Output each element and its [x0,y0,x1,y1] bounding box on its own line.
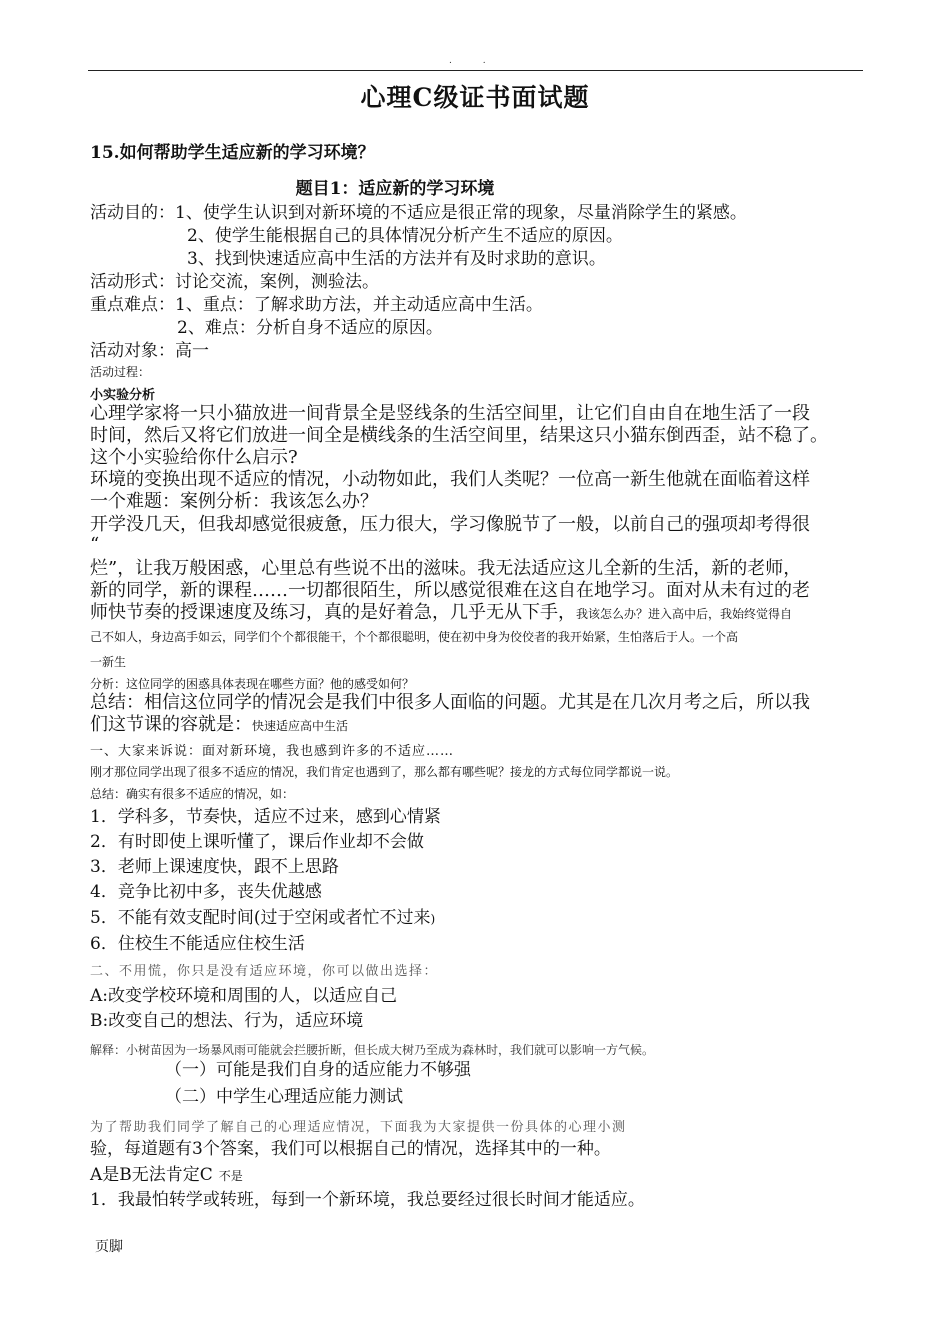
topic-subtitle: 题目1：适应新的学习环境 [295,179,495,199]
page-footer: 页脚 [95,1239,123,1255]
experiment-line-10 [90,598,792,624]
page-title: 心理C级证书面试题 [360,83,590,112]
answer-scale-main: A是B无法肯定C [90,1165,213,1185]
header-dots: . . [449,56,500,66]
experiment-line-8: 烂”，让我万般困惑，心里总有些说不出的滋味。我无法适应这儿全新的生活，新的老师， [90,558,802,579]
list-item: 5．不能有效支配时间(过于空闲或者忙不过来 [90,908,431,928]
option-b: B:改变自己的想法、行为，适应环境 [90,1011,364,1031]
test-question-1: 1．我最怕转学或转班，每到一个新环境，我总要经过很长时间才能适应。 [90,1190,645,1210]
list-item-5-tail: ) [430,912,436,926]
summary-line-2 [90,710,348,736]
list-item: 6．住校生不能适应住校生活 [90,934,305,954]
sub-heading-2: （二）中学生心理适应能力测试 [165,1087,403,1107]
activity-target: 活动对象：高一 [90,341,209,361]
summary-line-2-main: 们这节课的容就是： [90,714,252,735]
section-1-heading: 一、大家来诉说：面对新环境，我也感到许多的不适应…… [90,744,455,759]
section-1-intro: 刚才那位同学出现了很多不适应的情况，我们肯定也遇到了，那么都有哪些呢？接龙的方式每位同学都说一说。 [90,765,679,779]
explanation: 解释：小树苗因为一场暴风雨可能就会拦腰折断，但长成大树乃至成为森林时，我们就可以影响一方气候。 [90,1043,655,1057]
experiment-line-11: 己不如人，身边高手如云，同学们个个都很能干，个个都很聪明，使在初中身为佼佼者的我开始紧，生怕落后于人。一个高 [90,630,739,644]
experiment-line-6: 开学没几天，但我却感觉很疲惫，压力很大，学习像脱节了一般，以前自己的强项却考得很 [90,514,810,535]
answer-scale [90,1160,243,1185]
sub-heading-1: （一）可能是我们自身的适应能力不够强 [165,1060,471,1080]
experiment-quote-mark: “ [90,534,100,555]
header-rule [88,70,863,71]
activity-form: 活动形式：讨论交流，案例，测验法。 [90,272,379,292]
experiment-line-12: 一新生 [90,655,127,669]
list-item: 2．有时即使上课听懂了，课后作业却不会做 [90,832,424,852]
experiment-line-2: 时间，然后又将它们放进一间全是横线条的生活空间里，结果这只小猫东倒西歪，站不稳了。 [90,425,828,446]
goals-line-3: 3、找到快速适应高中生活的方法并有及时求助的意识。 [187,249,606,269]
key-points-line-2: 2、难点：分析自身不适应的原因。 [177,318,443,338]
experiment-line-5: 一个难题：案例分析：我该怎么办？ [90,491,378,512]
test-intro-line-1: 为了帮助我们同学了解自己的心理适应情况，下面我为大家提供一份具体的心理小测 [90,1120,627,1135]
summary-line-1: 总结：相信这位同学的情况会是我们中很多人面临的问题。尤其是在几次月考之后，所以我 [90,692,810,713]
option-a: A:改变学校环境和周围的人，以适应自己 [90,986,398,1006]
section-1-summary: 总结：确实有很多不适应的情况，如： [90,787,295,801]
goals-line-2: 2、使学生能根据自己的具体情况分析产生不适应的原因。 [187,226,623,246]
test-intro-line-2: 验，每道题有3个答案，我们可以根据自己的情况，选择其中的一种。 [90,1139,611,1159]
experiment-line-4: 环境的变换出现不适应的情况，小动物如此，我们人类呢？一位高一新生他就在面临着这样 [90,469,810,490]
experiment-line-10-main: 师快节奏的授课速度及练习，真的是好着急，几乎无从下手， [90,602,576,623]
process-label: 活动过程： [90,365,151,379]
list-item: 3．老师上课速度快，跟不上思路 [90,857,339,877]
list-item-5 [90,903,435,928]
summary-line-2-small: 快速适应高中生活 [252,719,349,733]
list-item: 4．竞争比初中多，丧失优越感 [90,882,322,902]
experiment-line-3: 这个小实验给你什么启示? [90,447,298,468]
experiment-label: 小实验分析 [90,388,156,403]
key-points-line-1: 重点难点：1、重点：了解求助方法，并主动适应高中生活。 [90,295,543,315]
goals-line-1: 活动目的：1、使学生认识到对新环境的不适应是很正常的现象，尽量消除学生的紧感。 [90,203,747,223]
question-heading: 15.如何帮助学生适应新的学习环境？ [90,143,375,163]
experiment-line-9: 新的同学，新的课程……一切都很陌生，所以感觉很难在这自在地学习。面对从未有过的老 [90,580,810,601]
experiment-line-10-small: 我该怎么办？进入高中后，我始终觉得自 [576,607,793,621]
answer-scale-small: 不是 [218,1169,243,1183]
experiment-line-1: 心理学家将一只小猫放进一间背景全是竖线条的生活空间里，让它们自由自在地生活了一段 [90,403,810,424]
list-item: 1．学科多，节奏快，适应不过来，感到心情紧 [90,807,441,827]
section-2-heading: 二、不用慌，你只是没有适应环境，你可以做出选择： [90,964,439,979]
analysis-question: 分析：这位同学的困惑具体表现在哪些方面？他的感受如何？ [90,677,415,691]
